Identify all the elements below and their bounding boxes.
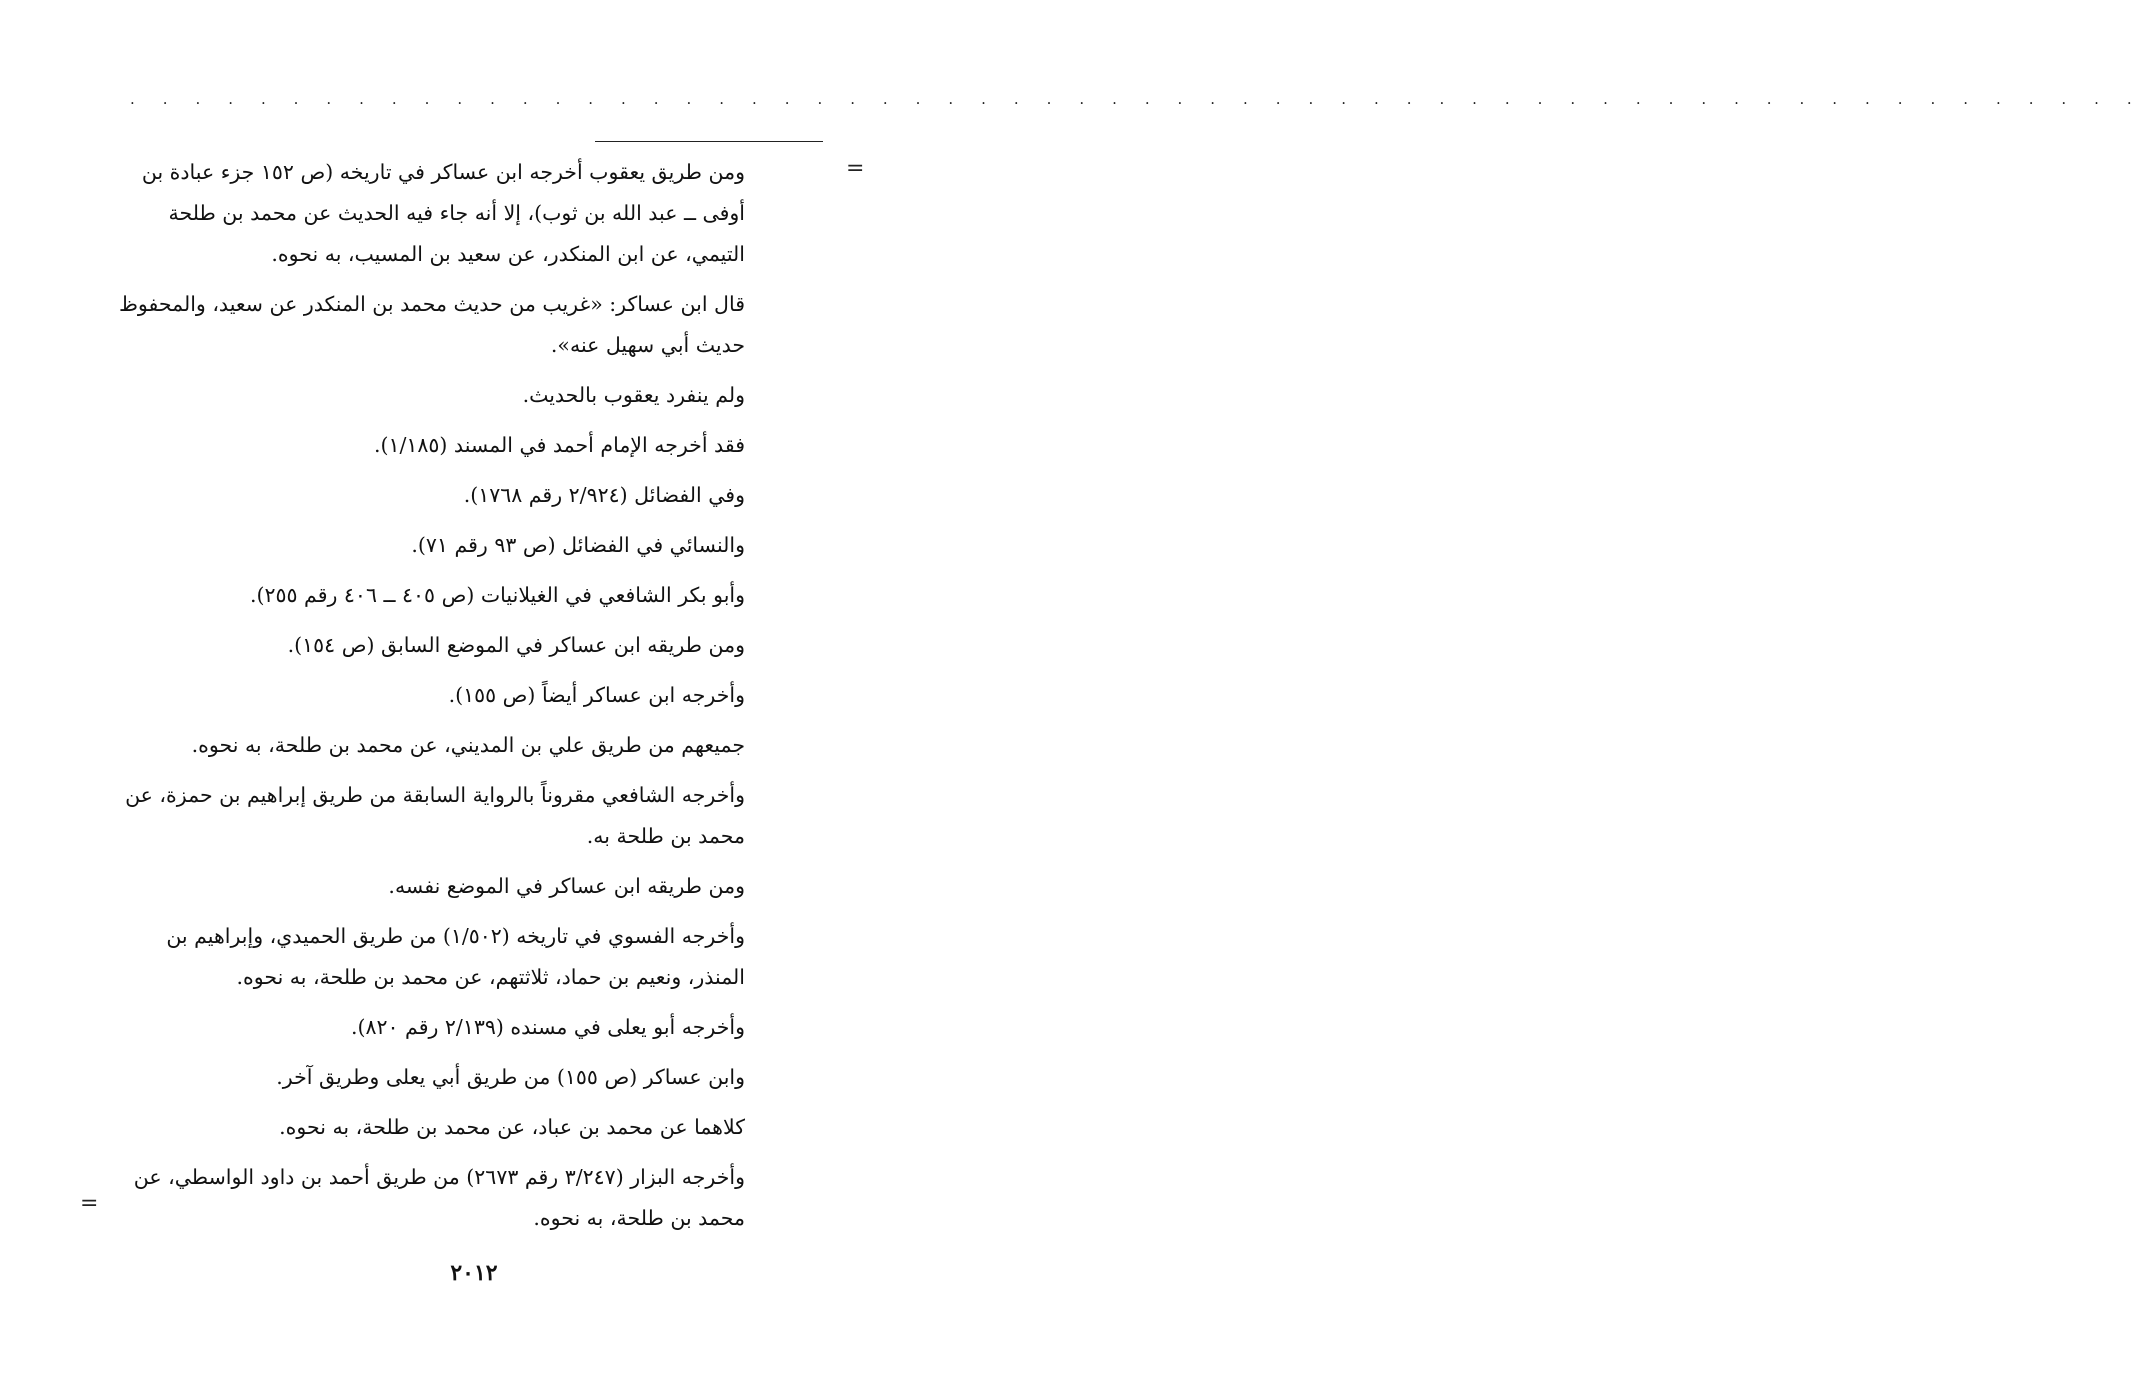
paragraph: قال ابن عساكر: «غريب من حديث محمد بن المنكدر عن سعيد، والمحفوظ حديث أبي سهيل عنه». [118, 292, 745, 357]
paragraph: فقد أخرجه الإمام أحمد في المسند (١/١٨٥). [373, 433, 745, 457]
continuation-mark-top: = [846, 156, 865, 181]
paragraph: والنسائي في الفضائل (ص ٩٣ رقم ٧١). [411, 533, 745, 557]
paragraph: وأخرجه ابن عساكر أيضاً (ص ١٥٥). [448, 683, 745, 707]
paragraph: ومن طريقه ابن عساكر في الموضع السابق (ص ١٥٤). [287, 633, 745, 657]
continuation-mark-bottom: = [80, 1191, 99, 1216]
paragraph: وأخرجه الفسوي في تاريخه (١/٥٠٢) من طريق الحميدي، وإبراهيم بن المنذر، ونعيم بن حماد، ثلاثتهم، عن محمد بن طلحة، به نحوه. [166, 924, 745, 989]
paragraph: كلاهما عن محمد بن عباد، عن محمد بن طلحة، به نحوه. [279, 1115, 745, 1139]
footnote-text [110, 152, 745, 1248]
paragraph: جميعهم من طريق علي بن المديني، عن محمد بن طلحة، به نحوه. [191, 733, 745, 757]
footnote-rule [595, 141, 823, 142]
paragraph: وأخرجه أبو يعلى في مسنده (٢/١٣٩ رقم ٨٢٠). [350, 1015, 745, 1039]
paragraph: وأخرجه البزار (٣/٢٤٧ رقم ٢٦٧٣) من طريق أحمد بن داود الواسطي، عن محمد بن طلحة، به نحوه. [133, 1165, 745, 1230]
paragraph: ومن طريقه ابن عساكر في الموضع نفسه. [388, 874, 745, 898]
dotted-separator: . . . . . . . . . . . . . . . . . . . . . . . . . . . . . . . . . . . . . . . . . . . . . . . . . . . . . . . . . . . . . . [130, 90, 2143, 108]
page-number: ٢٠١٢ [450, 1260, 498, 1286]
paragraph: وأخرجه الشافعي مقروناً بالرواية السابقة من طريق إبراهيم بن حمزة، عن محمد بن طلحة به. [125, 783, 745, 848]
paragraph: ولم ينفرد يعقوب بالحديث. [522, 383, 745, 407]
paragraph: ومن طريق يعقوب أخرجه ابن عساكر في تاريخه (ص ١٥٢ جزء عبادة بن أوفى ــ عبد الله بن ثوب)، إلا أنه جاء فيه الحديث عن محمد بن طلحة التيمي، عن ابن المنكدر، عن سعيد بن المسيب، به نحوه. [141, 160, 745, 266]
paragraph: وأبو بكر الشافعي في الغيلانيات (ص ٤٠٥ ــ ٤٠٦ رقم ٢٥٥). [249, 583, 745, 607]
paragraph: وفي الفضائل (٢/٩٢٤ رقم ١٧٦٨). [463, 483, 745, 507]
paragraph: وابن عساكر (ص ١٥٥) من طريق أبي يعلى وطريق آخر. [276, 1065, 745, 1089]
